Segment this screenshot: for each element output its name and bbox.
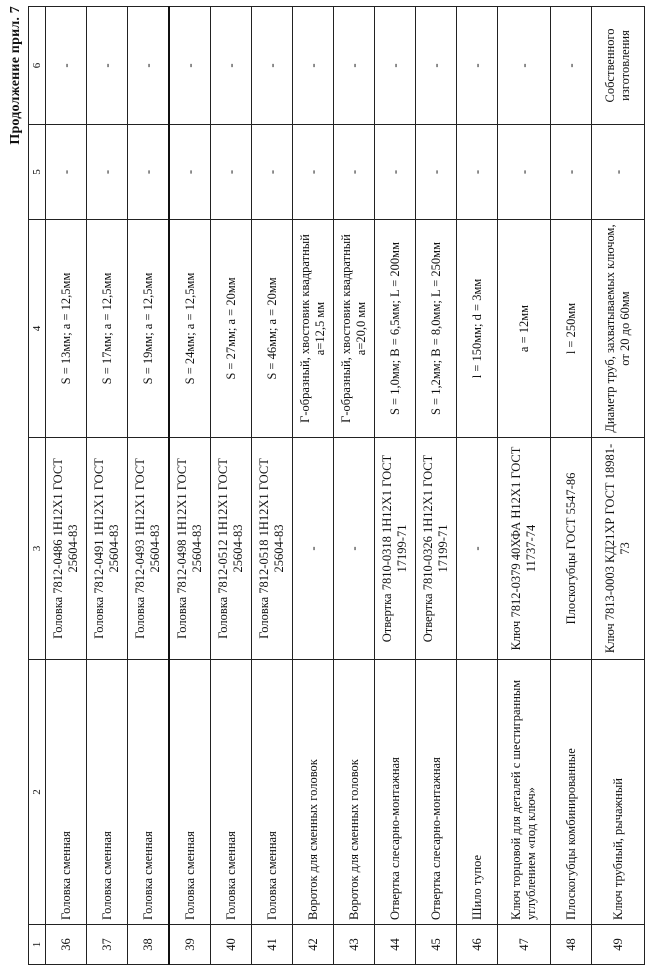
- cell-name: Ключ торцовой для деталей с шестигранным углублением «под ключ»: [498, 660, 551, 925]
- table-header-row: [29, 7, 46, 965]
- cell-size: a = 12мм: [498, 220, 551, 438]
- cell-c5: -: [498, 125, 551, 220]
- cell-n: 44: [375, 925, 416, 965]
- table-row: [128, 7, 170, 965]
- cell-c6: -: [46, 7, 87, 125]
- cell-spec: Отвертка 7810-0318 1Н12Х1 ГОСТ 17199-71: [375, 438, 416, 660]
- cell-spec: Плоскогубцы ГОСТ 5547-86: [551, 438, 592, 660]
- cell-spec: Отвертка 7810-0326 1Н12Х1 ГОСТ 17199-71: [416, 438, 457, 660]
- cell-name: Головка сменная: [211, 660, 252, 925]
- cell-c5: -: [457, 125, 498, 220]
- cell-c5: -: [46, 125, 87, 220]
- cell-c5: -: [334, 125, 375, 220]
- cell-size: l = 150мм; d = 3мм: [457, 220, 498, 438]
- cell-n: 42: [293, 925, 334, 965]
- cell-size: S = 17мм; a = 12,5мм: [87, 220, 128, 438]
- cell-name: Шило тупое: [457, 660, 498, 925]
- cell-size: S = 1,2мм; B = 8,0мм; L = 250мм: [416, 220, 457, 438]
- cell-size: l = 250мм: [551, 220, 592, 438]
- cell-spec: Ключ 7813-0003 КД21ХР ГОСТ 18981-73: [592, 438, 645, 660]
- cell-spec: -: [457, 438, 498, 660]
- table-row: [457, 7, 498, 965]
- cell-spec: Головка 7812-0512 1Н12Х1 ГОСТ 25604-83: [211, 438, 252, 660]
- cell-spec: Головка 7812-0491 1Н12Х1 ГОСТ 25604-83: [87, 438, 128, 660]
- cell-n: 47: [498, 925, 551, 965]
- cell-size: S = 13мм; a = 12,5мм: [46, 220, 87, 438]
- cell-spec: Ключ 7812-0379 40ХФА Н12Х1 ГОСТ 11737-74: [498, 438, 551, 660]
- header-cell: 2: [29, 660, 46, 925]
- table-row: [293, 7, 334, 965]
- cell-c5: -: [211, 125, 252, 220]
- cell-n: 38: [128, 925, 170, 965]
- cell-c5: -: [128, 125, 170, 220]
- cell-name: Отвертка слесарно-монтажная: [375, 660, 416, 925]
- cell-c6: -: [87, 7, 128, 125]
- cell-c6: -: [128, 7, 170, 125]
- cell-c5: -: [416, 125, 457, 220]
- cell-n: 46: [457, 925, 498, 965]
- cell-name: Головка сменная: [46, 660, 87, 925]
- cell-name: Головка сменная: [128, 660, 170, 925]
- cell-size: Диаметр труб, захватываемых ключом, от 20 до 60мм: [592, 220, 645, 438]
- table-row: [334, 7, 375, 965]
- header-cell: 1: [29, 925, 46, 965]
- cell-size: S = 19мм; a = 12,5мм: [128, 220, 170, 438]
- cell-n: 45: [416, 925, 457, 965]
- cell-c6: -: [375, 7, 416, 125]
- cell-c6: -: [211, 7, 252, 125]
- cell-c6: -: [416, 7, 457, 125]
- cell-c6: -: [551, 7, 592, 125]
- cell-size: S = 24мм; a = 12,5мм: [169, 220, 211, 438]
- cell-c5: -: [252, 125, 293, 220]
- tools-table: [28, 6, 645, 965]
- cell-name: Вороток для сменных головок: [293, 660, 334, 925]
- cell-c5: -: [293, 125, 334, 220]
- cell-name: Головка сменная: [252, 660, 293, 925]
- cell-name: Головка сменная: [169, 660, 211, 925]
- cell-c5: -: [375, 125, 416, 220]
- cell-n: 40: [211, 925, 252, 965]
- header-cell: 4: [29, 220, 46, 438]
- cell-spec: Головка 7812-0493 1Н12Х1 ГОСТ 25604-83: [128, 438, 170, 660]
- header-cell: 3: [29, 438, 46, 660]
- cell-n: 43: [334, 925, 375, 965]
- cell-spec: Головка 7812-0486 1Н12Х1 ГОСТ 25604-83: [46, 438, 87, 660]
- table-row: [211, 7, 252, 965]
- cell-n: 48: [551, 925, 592, 965]
- table-row: [46, 7, 87, 965]
- cell-n: 39: [169, 925, 211, 965]
- cell-c6: -: [334, 7, 375, 125]
- page-caption: Продолжение прил. 7: [8, 6, 23, 145]
- cell-c5: -: [592, 125, 645, 220]
- cell-name: Ключ трубный, рычажный: [592, 660, 645, 925]
- cell-size: S = 1,0мм; B = 6,5мм; L = 200мм: [375, 220, 416, 438]
- table-row: [416, 7, 457, 965]
- cell-c6: -: [457, 7, 498, 125]
- table-row: [252, 7, 293, 965]
- cell-spec: -: [293, 438, 334, 660]
- table-row: [87, 7, 128, 965]
- cell-c5: -: [87, 125, 128, 220]
- table-row: [169, 7, 211, 965]
- cell-n: 49: [592, 925, 645, 965]
- cell-n: 36: [46, 925, 87, 965]
- cell-c6: -: [169, 7, 211, 125]
- cell-name: Отвертка слесарно-монтажная: [416, 660, 457, 925]
- table-row: [498, 7, 551, 965]
- cell-name: Вороток для сменных головок: [334, 660, 375, 925]
- table-row: [551, 7, 592, 965]
- cell-n: 41: [252, 925, 293, 965]
- header-cell: 6: [29, 7, 46, 125]
- cell-n: 37: [87, 925, 128, 965]
- cell-size: Г-образный, хвостовик квадратный a=12,5 мм: [293, 220, 334, 438]
- cell-spec: -: [334, 438, 375, 660]
- cell-c6: -: [252, 7, 293, 125]
- cell-c5: -: [551, 125, 592, 220]
- cell-c6: -: [498, 7, 551, 125]
- header-cell: 5: [29, 125, 46, 220]
- cell-name: Плоскогубцы комбинированные: [551, 660, 592, 925]
- table-row: [375, 7, 416, 965]
- cell-name: Головка сменная: [87, 660, 128, 925]
- cell-c5: -: [169, 125, 211, 220]
- table-row: [592, 7, 645, 965]
- cell-c6: Собственного изготовления: [592, 7, 645, 125]
- cell-size: S = 46мм; a = 20мм: [252, 220, 293, 438]
- cell-spec: Головка 7812-0518 1Н12Х1 ГОСТ 25604-83: [252, 438, 293, 660]
- cell-spec: Головка 7812-0498 1Н12Х1 ГОСТ 25604-83: [169, 438, 211, 660]
- cell-size: Г-образный, хвостовик квадратный a=20,0 мм: [334, 220, 375, 438]
- cell-size: S = 27мм; a = 20мм: [211, 220, 252, 438]
- cell-c6: -: [293, 7, 334, 125]
